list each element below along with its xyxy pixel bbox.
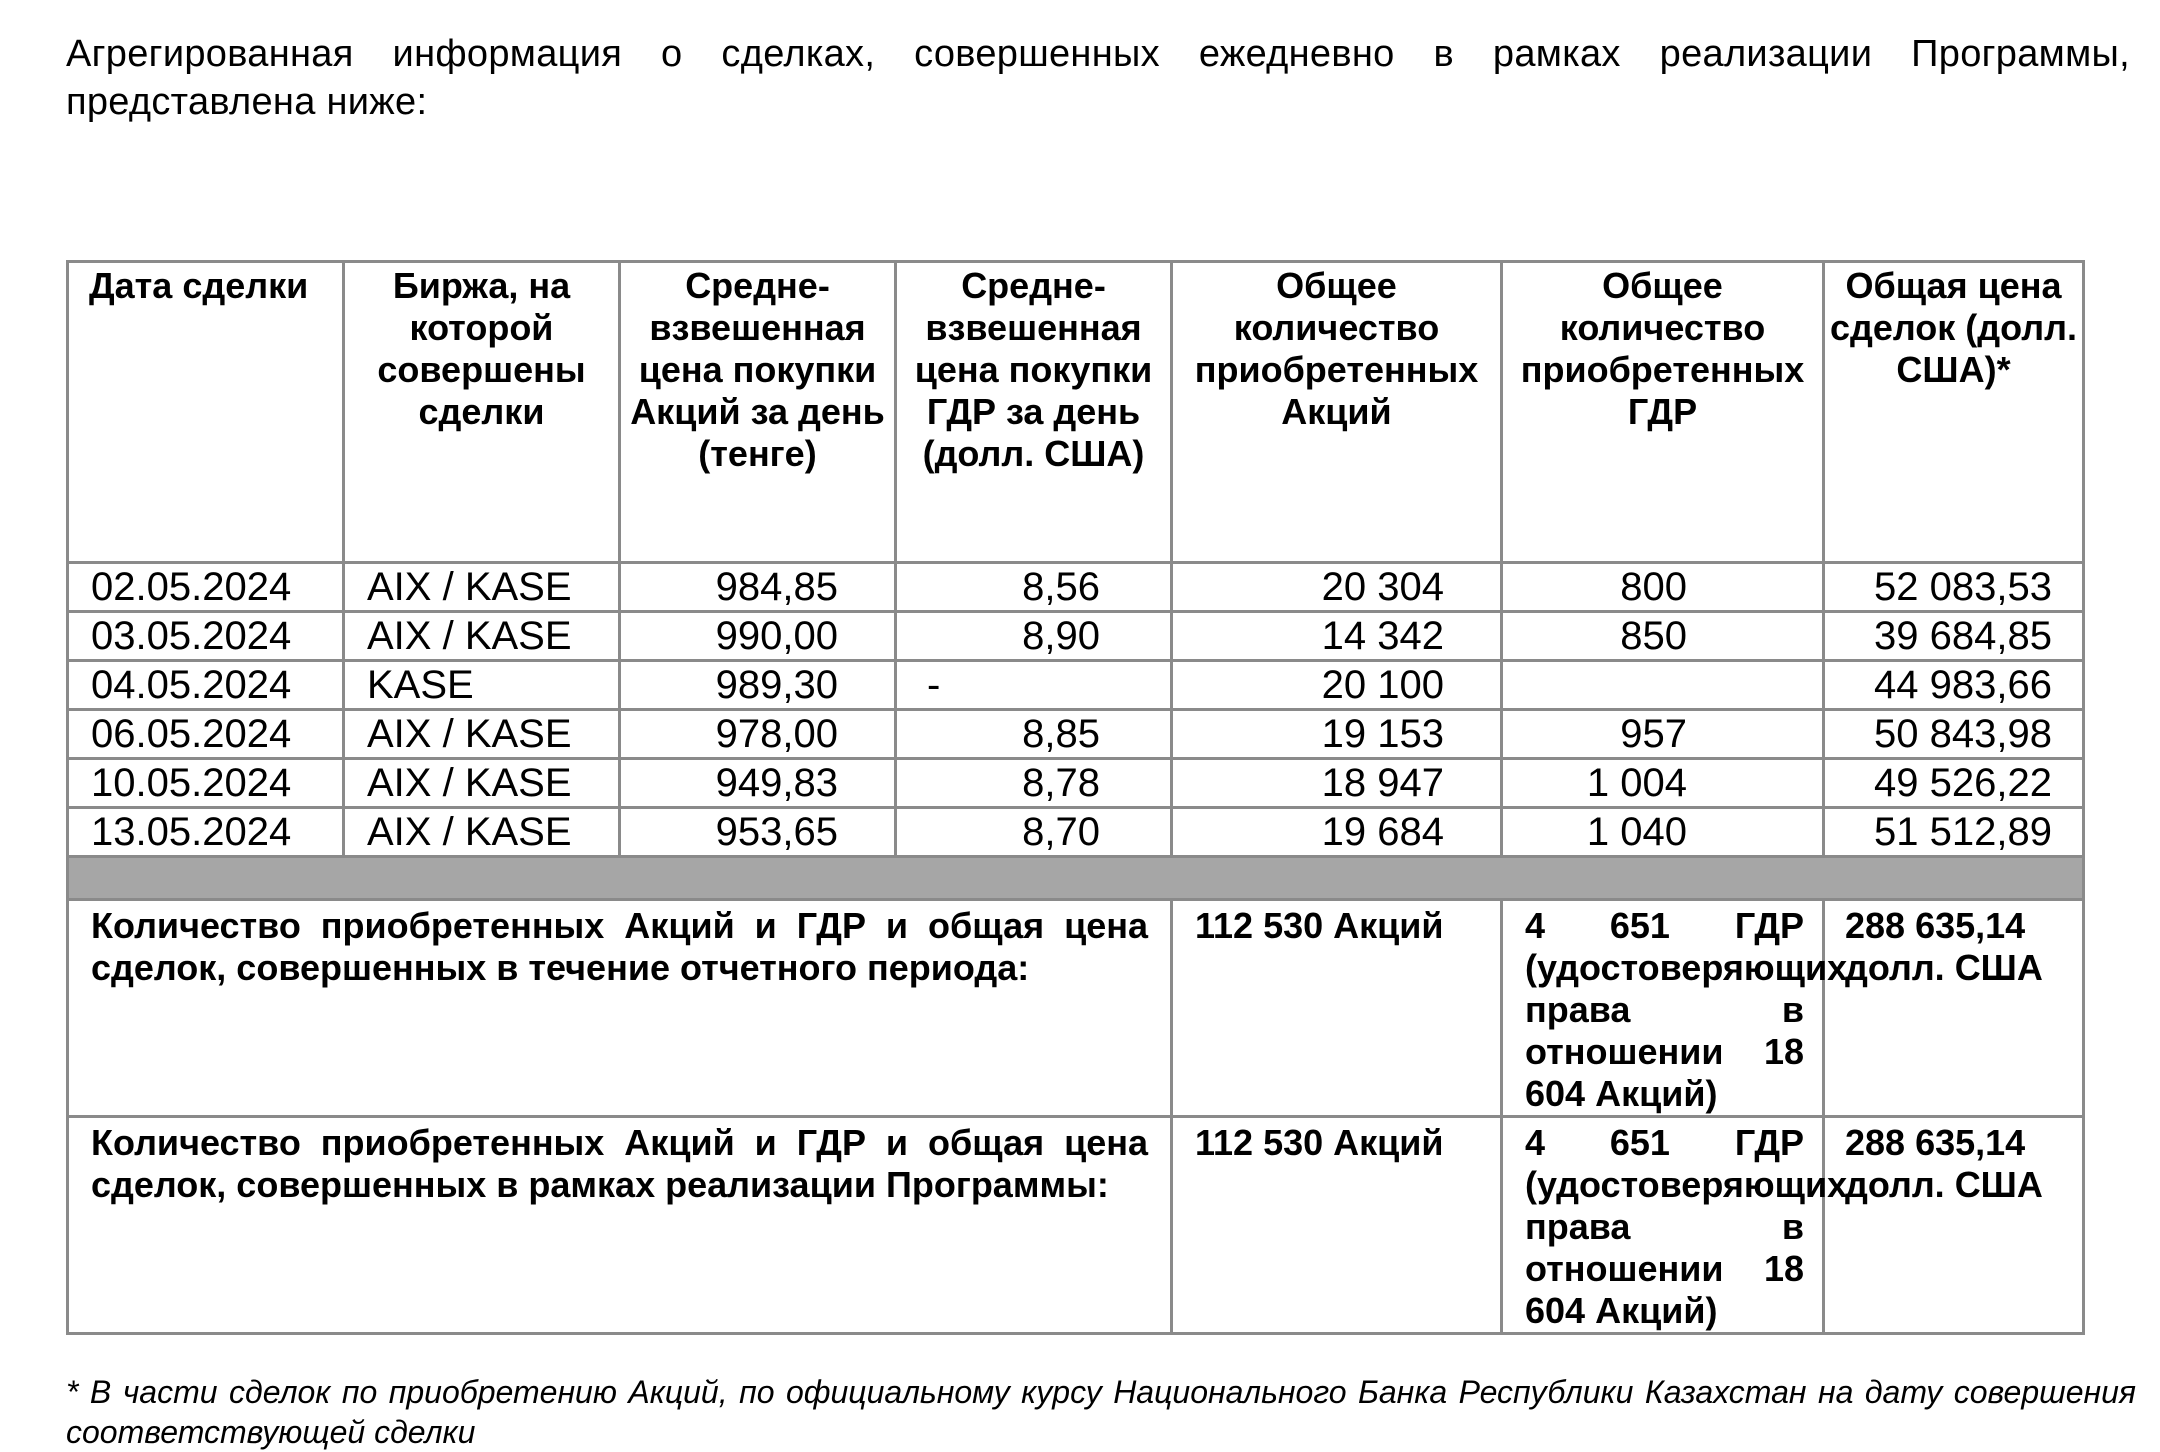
cell-date: 04.05.2024 (68, 661, 344, 710)
summary-gdrs (1502, 900, 1848, 1117)
cell-gdrs: 957 (1502, 710, 1824, 759)
summary-total (1824, 900, 2084, 1117)
summary-gdr-num1: 4 (1525, 1122, 1546, 1163)
header-total-price: Общая цена сделок (долл. США)* (1824, 262, 2084, 563)
cell-share-price: 984,85 (620, 563, 896, 612)
cell-total: 49 526,22 (1824, 759, 2084, 808)
summary-gdr-num2: 651 (1609, 905, 1670, 946)
separator-cell (68, 857, 2084, 900)
summary-gdr-detail: (удостоверяющих права в отношении 18 604 Акций) (1525, 947, 1848, 1114)
table-header-row (68, 262, 2084, 563)
header-share-price: Средне-взвешенная цена покупки Акций за день (тенге) (620, 262, 896, 563)
summary-gdr-num1: 4 (1525, 905, 1546, 946)
summary-gdr-num2: 651 (1609, 1122, 1670, 1163)
cell-exchange: AIX / KASE (344, 710, 620, 759)
cell-total: 52 083,53 (1824, 563, 2084, 612)
summary-label: Количество приобретенных Акций и ГДР и общая цена сделок, совершенных в рамках реализации Программы: (68, 1117, 1172, 1334)
summary-gdr-unit: ГДР (1734, 905, 1804, 946)
cell-exchange: AIX / KASE (344, 612, 620, 661)
cell-gdr-price: 8,70 (896, 808, 1172, 857)
cell-gdr-price: 8,56 (896, 563, 1172, 612)
cell-gdr-price: 8,78 (896, 759, 1172, 808)
deals-table (66, 260, 2085, 1335)
cell-total: 51 512,89 (1824, 808, 2084, 857)
cell-shares: 14 342 (1172, 612, 1502, 661)
summary-label: Количество приобретенных Акций и ГДР и общая цена сделок, совершенных в течение отчетного периода: (68, 900, 1172, 1117)
header-gdr-count: Общее количество приобретенных ГДР (1502, 262, 1824, 563)
table-row (68, 710, 2084, 759)
cell-total: 44 983,66 (1824, 661, 2084, 710)
summary-row-program (68, 1117, 2084, 1334)
cell-date: 03.05.2024 (68, 612, 344, 661)
cell-date: 13.05.2024 (68, 808, 344, 857)
cell-gdrs (1502, 661, 1824, 710)
cell-gdrs: 800 (1502, 563, 1824, 612)
cell-date: 10.05.2024 (68, 759, 344, 808)
cell-shares: 20 304 (1172, 563, 1502, 612)
cell-gdrs: 1 040 (1502, 808, 1824, 857)
cell-shares: 18 947 (1172, 759, 1502, 808)
summary-gdr-unit: ГДР (1734, 1122, 1804, 1163)
separator-row (68, 857, 2084, 900)
summary-gdr-detail: (удостоверяющих права в отношении 18 604 Акций) (1525, 1164, 1848, 1331)
cell-gdr-price: 8,85 (896, 710, 1172, 759)
cell-share-price: 949,83 (620, 759, 896, 808)
summary-total-amount: 288 635,14 (1845, 905, 2026, 946)
summary-row-period (68, 900, 2084, 1117)
cell-date: 06.05.2024 (68, 710, 344, 759)
cell-exchange: AIX / KASE (344, 563, 620, 612)
header-shares-count: Общее количество приобретенных Акций (1172, 262, 1502, 563)
summary-shares: 112 530 Акций (1172, 900, 1502, 1117)
cell-share-price: 978,00 (620, 710, 896, 759)
table-row (68, 612, 2084, 661)
header-gdr-price: Средне-взвешенная цена покупки ГДР за день (долл. США) (896, 262, 1172, 563)
table-row (68, 563, 2084, 612)
cell-total: 50 843,98 (1824, 710, 2084, 759)
cell-share-price: 989,30 (620, 661, 896, 710)
cell-gdrs: 1 004 (1502, 759, 1824, 808)
summary-shares: 112 530 Акций (1172, 1117, 1502, 1334)
summary-gdr-count-line (1525, 905, 1804, 947)
cell-share-price: 953,65 (620, 808, 896, 857)
summary-gdrs (1502, 1117, 1848, 1334)
cell-date: 02.05.2024 (68, 563, 344, 612)
cell-gdrs: 850 (1502, 612, 1824, 661)
cell-exchange: AIX / KASE (344, 808, 620, 857)
cell-shares: 19 153 (1172, 710, 1502, 759)
header-exchange: Биржа, на которой совершены сделки (344, 262, 620, 563)
summary-gdr-count-line (1525, 1122, 1804, 1164)
table-row (68, 808, 2084, 857)
cell-exchange: KASE (344, 661, 620, 710)
summary-total-currency: долл. США (1845, 1164, 2043, 1205)
intro-paragraph: Агрегированная информация о сделках, совершенных ежедневно в рамках реализации Программы, представлена ниже: (66, 33, 2130, 123)
cell-share-price: 990,00 (620, 612, 896, 661)
table-row (68, 759, 2084, 808)
footnote: * В части сделок по приобретению Акций, по официальному курсу Национального Банка Республики Казахстан на дату совершения соответствующей сделки (66, 1374, 2136, 1450)
cell-gdr-price: 8,90 (896, 612, 1172, 661)
summary-total (1824, 1117, 2084, 1334)
summary-total-currency: долл. США (1845, 947, 2043, 988)
cell-total: 39 684,85 (1824, 612, 2084, 661)
summary-total-amount: 288 635,14 (1845, 1122, 2026, 1163)
cell-shares: 19 684 (1172, 808, 1502, 857)
table-row (68, 661, 2084, 710)
cell-shares: 20 100 (1172, 661, 1502, 710)
cell-exchange: AIX / KASE (344, 759, 620, 808)
cell-gdr-price: - (896, 661, 1172, 710)
header-date: Дата сделки (68, 262, 344, 563)
